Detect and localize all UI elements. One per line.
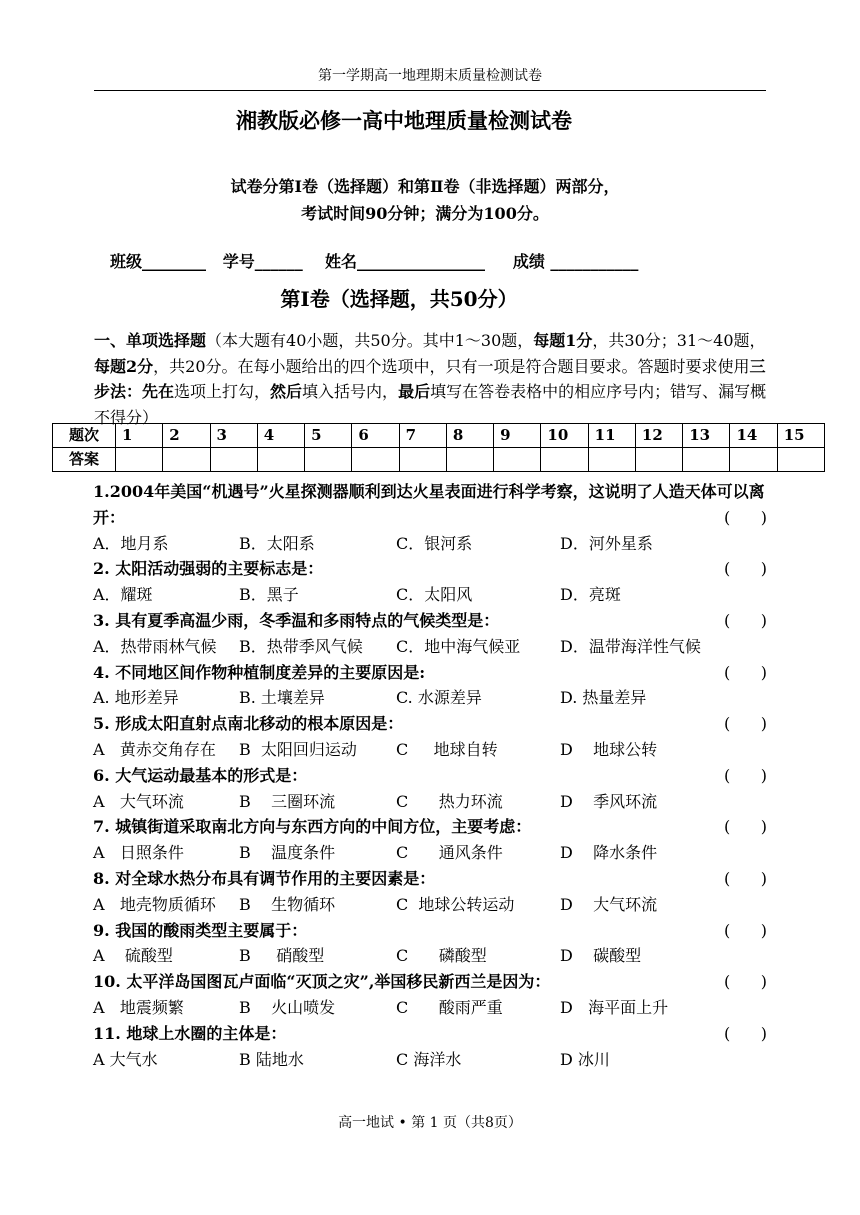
answer-cell[interactable] [446,448,493,472]
question-stem [93,556,773,582]
question-stem [93,608,773,634]
table-header-answer: 答案 [53,448,116,472]
answer-cell[interactable] [777,448,824,472]
question-text: 6. 大气运动最基本的形式是： [93,765,308,785]
option-b[interactable]: B 陆地水 [239,1049,304,1069]
answer-table-number-row [53,424,825,448]
option-a[interactable]: A 日照条件 [93,843,184,863]
answer-cell[interactable] [494,448,541,472]
question-number-cell: 2 [163,424,210,448]
option-d[interactable]: D 海平面上升 [560,997,669,1017]
question-options [93,582,773,608]
answer-bracket[interactable]: ( ) [724,765,767,785]
option-c[interactable]: C 通风条件 [396,843,503,863]
option-a[interactable]: A 大气环流 [93,791,184,811]
option-a[interactable]: A．热带雨林气候 [93,636,217,656]
section-title: 第Ⅰ卷（选择题，共50分） [280,287,518,311]
answer-bracket[interactable]: ( ) [724,507,767,527]
answer-cell[interactable] [541,448,588,472]
answer-cell[interactable] [116,448,163,472]
question-text: 4. 不同地区间作物种植制度差异的主要原因是: [93,662,426,682]
question-options [93,892,773,918]
option-b[interactable]: B 生物循环 [239,894,336,914]
option-b[interactable]: B 硝酸型 [239,946,325,966]
question-number-cell: 6 [352,424,399,448]
question-number-cell: 10 [541,424,588,448]
question-number-cell: 11 [588,424,635,448]
question-item [93,479,773,556]
question-item [93,660,773,712]
question-number-cell: 13 [683,424,730,448]
answer-cell[interactable] [210,448,257,472]
answer-cell[interactable] [588,448,635,472]
instr-text-2: ，共30分；31～40题， [592,331,766,350]
instr-text-4: 选项上打勾， [174,382,271,401]
question-item [93,969,773,1021]
question-item [93,814,773,866]
option-c[interactable]: C 地球公转运动 [396,894,515,914]
option-b[interactable]: B．热带季风气候 [239,636,363,656]
option-d[interactable]: D 降水条件 [560,843,658,863]
option-c[interactable]: C 磷酸型 [396,946,487,966]
question-options [93,840,773,866]
option-d[interactable]: D．亮斑 [560,585,621,605]
instr-bold-3: 三步法：先在 [94,356,766,401]
question-number-cell: 7 [399,424,446,448]
option-c[interactable]: C 地球自转 [396,739,498,759]
option-b[interactable]: B 三圈环流 [239,791,336,811]
student-info-line: 班级________ 学号______ 姓名________________ 成绩 ___________ [110,252,639,271]
option-d[interactable]: D 冰川 [560,1049,610,1069]
answer-bracket[interactable]: ( ) [724,920,767,940]
instr-bold-1: 每题1分 [533,331,593,350]
answer-cell[interactable] [399,448,446,472]
option-c[interactable]: C 热力环流 [396,791,503,811]
question-item [93,711,773,763]
option-c[interactable]: C．地中海气候亚 [396,636,521,656]
instr-bold-5: 最后 [398,382,431,401]
option-d[interactable]: D 碳酸型 [560,946,642,966]
question-list [93,479,773,1072]
question-options [93,531,773,557]
instr-text-1: （本大题有40小题，共50分。其中1～30题， [206,331,534,350]
question-stem [93,711,773,737]
option-b[interactable]: B 太阳回归运动 [239,739,357,759]
question-item [93,918,773,970]
question-number-cell: 8 [446,424,493,448]
section-instructions [94,328,778,430]
answer-table [52,423,825,472]
question-text: 7. 城镇街道采取南北方向与东西方向的中间方位，主要考虑： [93,817,532,837]
option-a[interactable]: A．地月系 [93,533,169,553]
option-b[interactable]: B．太阳系 [239,533,315,553]
question-stem [93,969,773,995]
question-text: 11. 地球上水圈的主体是： [93,1023,287,1043]
option-b[interactable]: B．黑子 [239,585,299,605]
question-number-cell: 9 [494,424,541,448]
answer-cell[interactable] [163,448,210,472]
instr-heading: 一、单项选择题 [94,331,207,350]
question-stem [93,479,773,531]
question-options [93,634,773,660]
question-stem [93,814,773,840]
answer-cell[interactable] [352,448,399,472]
option-c[interactable]: C 酸雨严重 [396,997,503,1017]
question-item [93,1021,773,1073]
question-options [93,737,773,763]
answer-table-answer-row [53,448,825,472]
answer-cell[interactable] [257,448,304,472]
exam-intro [0,173,850,227]
answer-bracket[interactable]: ( ) [724,1023,767,1043]
answer-cell[interactable] [305,448,352,472]
question-number-cell: 3 [210,424,257,448]
page-footer: 高一地试 • 第 1 页（共8页） [338,1115,522,1131]
answer-cell[interactable] [730,448,777,472]
answer-cell[interactable] [683,448,730,472]
question-item [93,763,773,815]
running-header: 第一学期高一地理期末质量检测试卷 [318,68,542,84]
answer-bracket[interactable]: ( ) [724,610,767,630]
exam-title: 湘教版必修一高中地理质量检测试卷 [236,108,572,133]
question-text: 1.2004年美国“机遇号”火星探测器顺利到达火星表面进行科学考察，这说明了人造天体可以离开： [93,482,765,527]
question-stem [93,918,773,944]
question-text: 10. 太平洋岛国图瓦卢面临“灭顶之灾”,举国移民新西兰是因为： [93,972,551,992]
option-b[interactable]: B 火山喷发 [239,997,336,1017]
question-text: 2. 太阳活动强弱的主要标志是： [93,559,324,579]
instr-text-3: ，共20分。在每小题给出的四个选项中，只有一项是符合题目要求。答题时要求使用 [153,356,750,376]
question-options [93,943,773,969]
option-d[interactable]: D. 热量差异 [560,688,647,708]
question-stem [93,660,773,686]
question-options [93,1047,773,1073]
option-a[interactable]: A. 地形差异 [93,688,179,708]
answer-bracket[interactable]: ( ) [724,662,767,682]
question-text: 5. 形成太阳直射点南北移动的根本原因是： [93,714,404,734]
question-number-cell: 1 [116,424,163,448]
question-options [93,789,773,815]
option-d[interactable]: D．温带海洋性气候 [560,636,701,656]
option-a[interactable]: A 地震频繁 [93,997,184,1017]
question-number-cell: 14 [730,424,777,448]
option-a[interactable]: A 地壳物质循环 [93,894,216,914]
option-c[interactable]: C．银河系 [396,533,473,553]
option-b[interactable]: B. 土壤差异 [239,688,325,708]
option-b[interactable]: B 温度条件 [239,843,336,863]
instr-bold-2: 每题2分 [94,356,154,376]
answer-cell[interactable] [635,448,682,472]
intro-line-2: 考试时间90分钟；满分为100分。 [301,204,549,223]
instr-text-6: 填写在答卷表格中的相应序号内；错写、漏写概不得分） [94,382,767,427]
question-number-cell: 15 [777,424,824,448]
question-item [93,608,773,660]
question-stem [93,763,773,789]
answer-bracket[interactable]: ( ) [724,559,767,579]
option-c[interactable]: C. 水源差异 [396,688,482,708]
question-text: 9. 我国的酸雨类型主要属于： [93,920,308,940]
answer-bracket[interactable]: ( ) [724,972,767,992]
option-c[interactable]: C．太阳风 [396,585,473,605]
option-c[interactable]: C 海洋水 [396,1049,462,1069]
header-rule [94,90,766,91]
answer-bracket[interactable]: ( ) [724,817,767,837]
question-stem [93,866,773,892]
question-item [93,556,773,608]
question-options [93,685,773,711]
question-number-cell: 12 [635,424,682,448]
question-text: 8. 对全球水热分布具有调节作用的主要因素是： [93,868,436,888]
option-a[interactable]: A．耀斑 [93,585,153,605]
instr-text-5: 填入括号内， [302,382,399,401]
intro-line-1: 试卷分第Ⅰ卷（选择题）和第Ⅱ卷（非选择题）两部分， [230,177,620,196]
option-d[interactable]: D 季风环流 [560,791,658,811]
option-a[interactable]: A 大气水 [93,1049,158,1069]
question-stem [93,1021,773,1047]
question-item [93,866,773,918]
question-options [93,995,773,1021]
question-text: 3. 具有夏季高温少雨，冬季温和多雨特点的气候类型是： [93,610,500,630]
option-d[interactable]: D 地球公转 [560,739,658,759]
answer-bracket[interactable]: ( ) [724,868,767,888]
question-number-cell: 5 [305,424,352,448]
table-header-question-number: 题次 [53,424,116,448]
question-number-cell: 4 [257,424,304,448]
answer-bracket[interactable]: ( ) [724,714,767,734]
instr-bold-4: 然后 [270,382,303,401]
option-d[interactable]: D．河外星系 [560,533,653,553]
option-d[interactable]: D 大气环流 [560,894,658,914]
option-a[interactable]: A 硫酸型 [93,946,173,966]
option-a[interactable]: A 黄赤交角存在 [93,739,216,759]
